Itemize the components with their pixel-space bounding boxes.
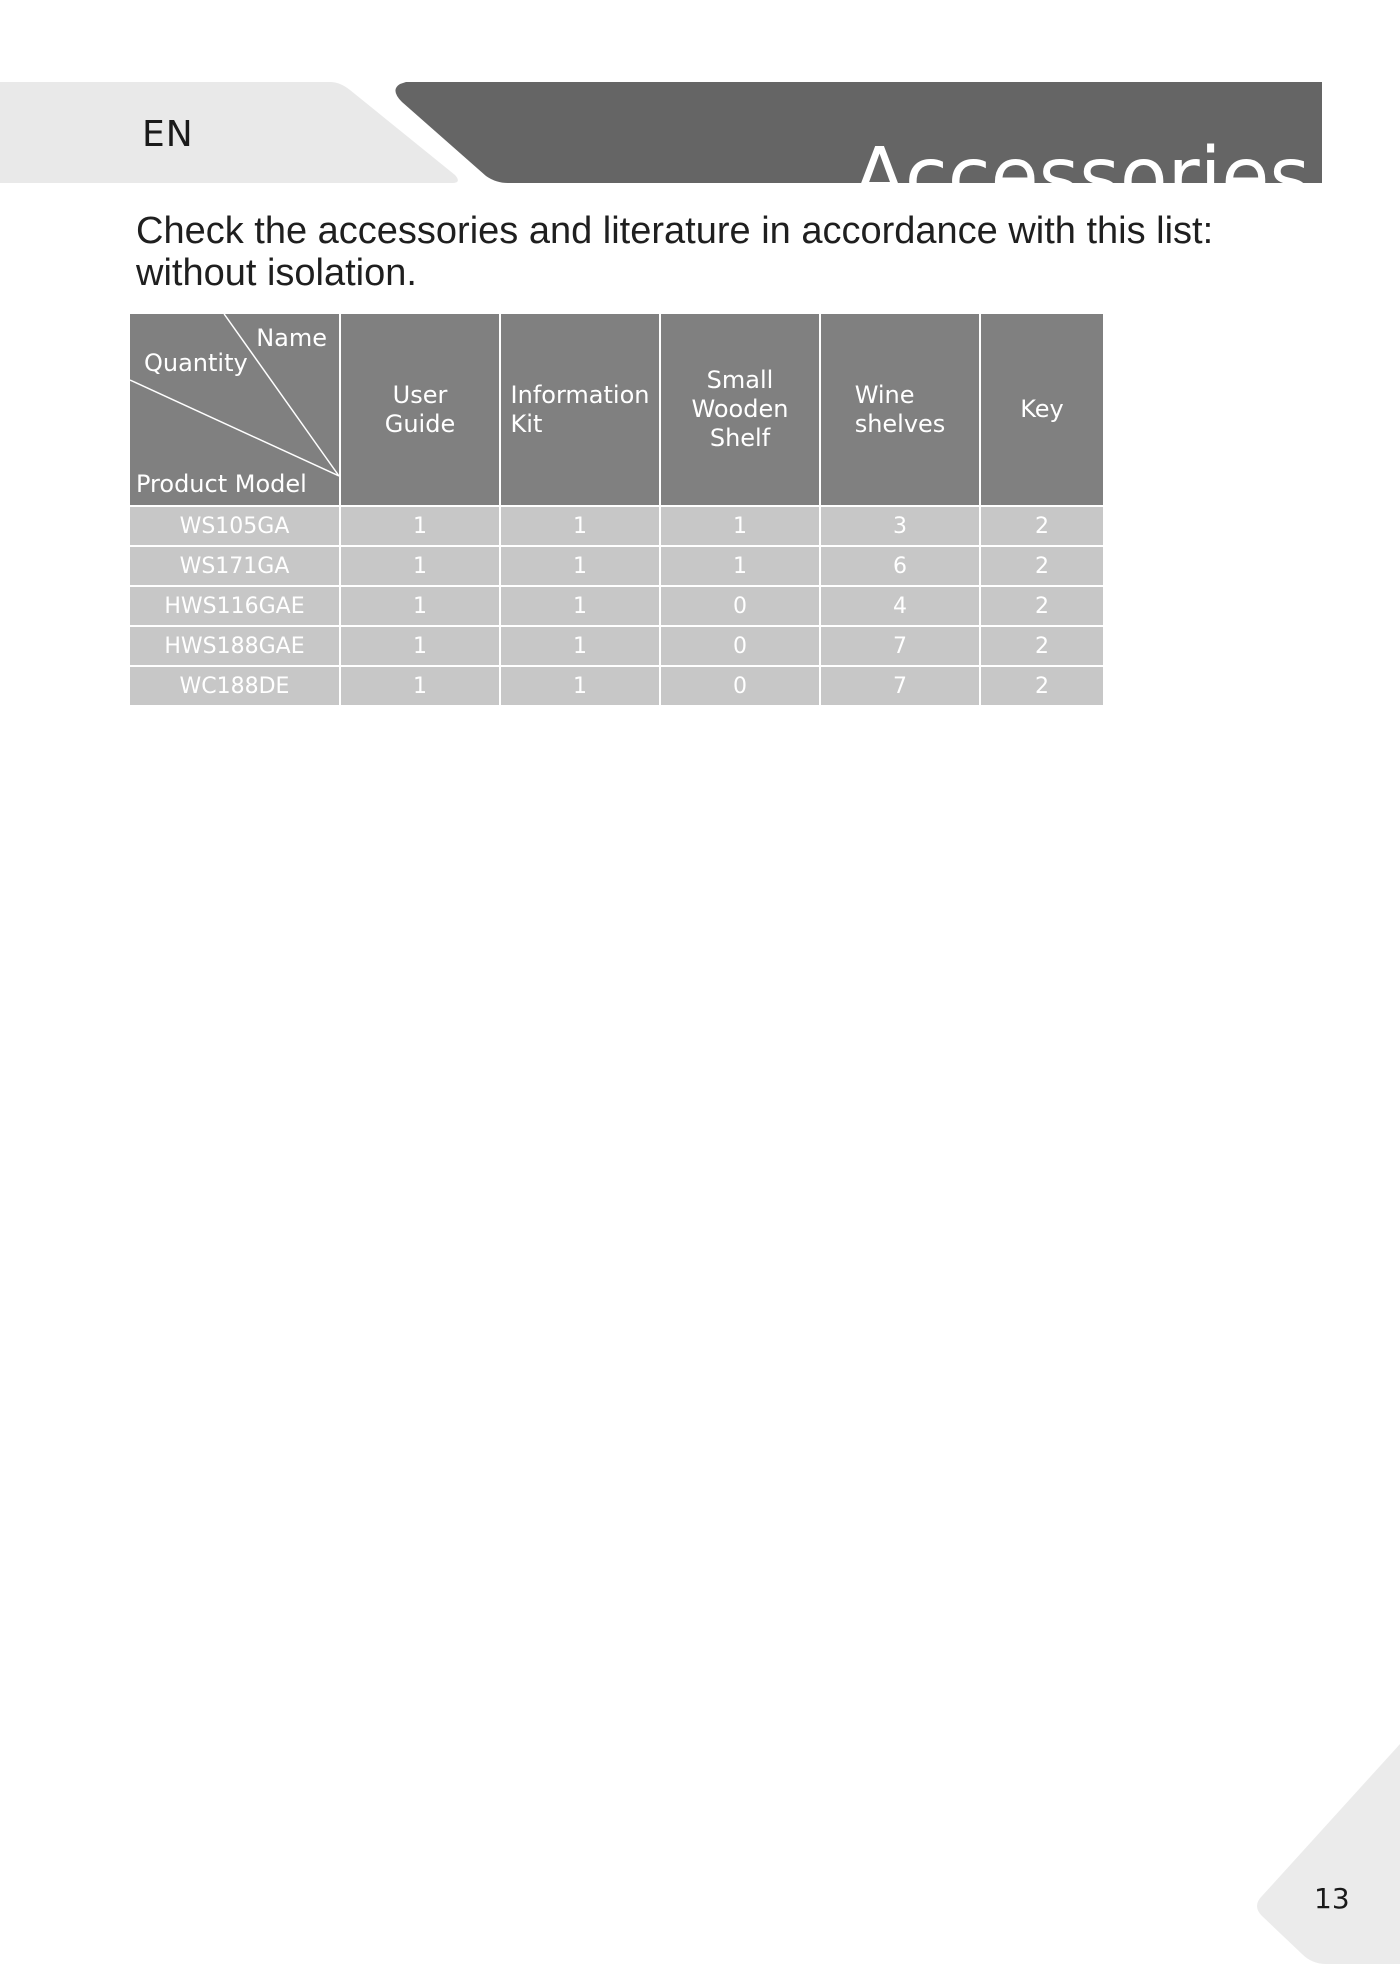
column-header-line: Kit bbox=[510, 409, 543, 438]
table-row bbox=[129, 546, 1104, 586]
page-title: Accessories bbox=[852, 132, 1310, 223]
quantity-cell: 2 bbox=[980, 506, 1104, 546]
quantity-cell: 1 bbox=[340, 546, 500, 586]
table-row bbox=[129, 506, 1104, 546]
corner-label-product-model: Product Model bbox=[136, 470, 307, 498]
corner-header-cell bbox=[129, 313, 340, 506]
column-header-line: Guide bbox=[384, 409, 456, 438]
quantity-cell: 1 bbox=[500, 546, 660, 586]
quantity-cell: 4 bbox=[820, 586, 980, 626]
product-model-cell: WS171GA bbox=[129, 546, 340, 586]
quantity-cell: 1 bbox=[500, 666, 660, 706]
quantity-cell: 2 bbox=[980, 586, 1104, 626]
language-tab-shape bbox=[0, 82, 458, 183]
column-header-line: Information bbox=[510, 380, 650, 409]
column-header-line: shelves bbox=[854, 409, 946, 438]
quantity-cell: 1 bbox=[660, 546, 820, 586]
corner-label-quantity: Quantity bbox=[144, 349, 248, 377]
table-header-row bbox=[129, 313, 1104, 506]
language-code: EN bbox=[142, 114, 194, 155]
quantity-cell: 0 bbox=[660, 586, 820, 626]
quantity-cell: 1 bbox=[340, 586, 500, 626]
quantity-cell: 1 bbox=[340, 666, 500, 706]
column-header-user-guide bbox=[340, 313, 500, 506]
corner-label-name: Name bbox=[256, 324, 327, 352]
accessories-table bbox=[128, 312, 1105, 707]
column-header-line: Shelf bbox=[709, 424, 771, 452]
quantity-cell: 6 bbox=[820, 546, 980, 586]
quantity-cell: 1 bbox=[500, 506, 660, 546]
table-row bbox=[129, 666, 1104, 706]
quantity-cell: 1 bbox=[340, 506, 500, 546]
quantity-cell: 7 bbox=[820, 626, 980, 666]
quantity-cell: 1 bbox=[500, 626, 660, 666]
quantity-cell: 1 bbox=[340, 626, 500, 666]
product-model-cell: WS105GA bbox=[129, 506, 340, 546]
intro-line-2: without isolation. bbox=[136, 252, 417, 294]
column-header-line: Key bbox=[1020, 395, 1064, 423]
quantity-cell: 3 bbox=[820, 506, 980, 546]
page-corner-decoration bbox=[1250, 1734, 1400, 1964]
column-header-line: User bbox=[392, 380, 448, 409]
product-model-cell: WC188DE bbox=[129, 666, 340, 706]
column-header-key bbox=[980, 313, 1104, 506]
quantity-cell: 0 bbox=[660, 666, 820, 706]
quantity-cell: 1 bbox=[500, 586, 660, 626]
column-header-small-wooden-shelf bbox=[660, 313, 820, 506]
quantity-cell: 7 bbox=[820, 666, 980, 706]
product-model-cell: HWS116GAE bbox=[129, 586, 340, 626]
intro-line-1: Check the accessories and literature in accordance with this list: bbox=[136, 210, 1214, 252]
column-header-line: Wine bbox=[854, 380, 915, 409]
column-header-information-kit bbox=[500, 313, 660, 506]
table-row bbox=[129, 586, 1104, 626]
column-header-wine-shelves bbox=[820, 313, 980, 506]
quantity-cell: 0 bbox=[660, 626, 820, 666]
quantity-cell: 2 bbox=[980, 626, 1104, 666]
quantity-cell: 2 bbox=[980, 546, 1104, 586]
table-row bbox=[129, 626, 1104, 666]
quantity-cell: 1 bbox=[660, 506, 820, 546]
column-header-line: Small bbox=[706, 366, 774, 394]
column-header-line: Wooden bbox=[691, 395, 789, 423]
quantity-cell: 2 bbox=[980, 666, 1104, 706]
page-number: 13 bbox=[1314, 1882, 1350, 1915]
intro-text bbox=[136, 210, 1286, 294]
product-model-cell: HWS188GAE bbox=[129, 626, 340, 666]
